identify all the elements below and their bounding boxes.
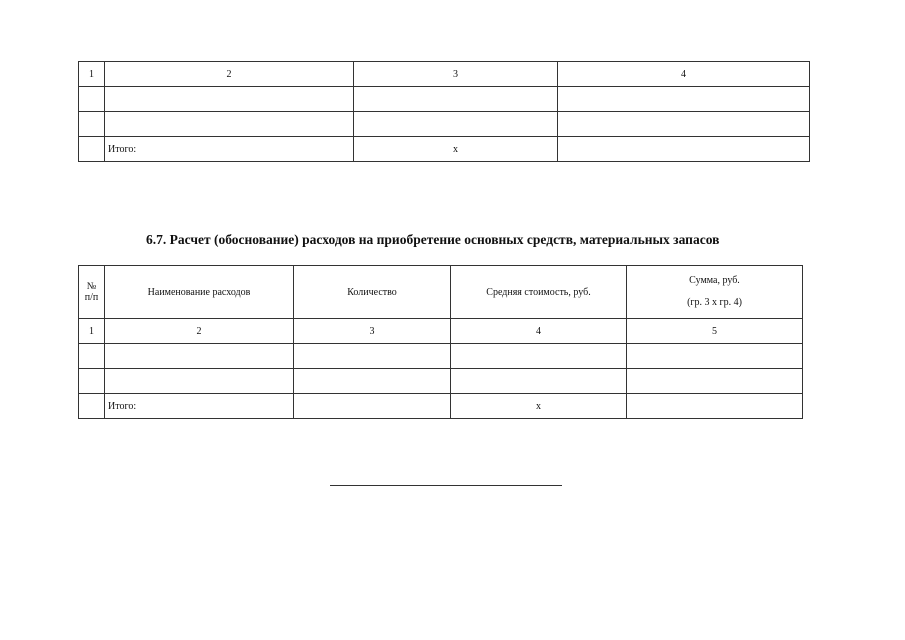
- total-label: Итого:: [105, 394, 294, 419]
- col-number-cell: 2: [105, 319, 294, 344]
- empty-cell: [558, 112, 810, 137]
- table-row: [79, 87, 810, 112]
- col-number-cell: 4: [558, 62, 810, 87]
- table-previous-section: [78, 61, 810, 162]
- signature-line: [330, 485, 562, 486]
- empty-cell: [294, 394, 451, 419]
- col-number-cell: 3: [294, 319, 451, 344]
- empty-cell: [79, 394, 105, 419]
- empty-cell: [79, 112, 105, 137]
- empty-cell: [558, 87, 810, 112]
- table-row-column-numbers: [79, 62, 810, 87]
- table-row: [79, 112, 810, 137]
- col-number-cell: 5: [627, 319, 803, 344]
- header-num: № п/п: [79, 266, 105, 319]
- empty-cell: [627, 394, 803, 419]
- empty-cell: [451, 344, 627, 369]
- header-name: Наименование расходов: [105, 266, 294, 319]
- empty-cell: [105, 87, 354, 112]
- header-sum-line1: Сумма, руб.: [689, 275, 740, 286]
- empty-cell: [79, 87, 105, 112]
- empty-cell: [558, 137, 810, 162]
- empty-cell: [105, 344, 294, 369]
- empty-cell: [451, 369, 627, 394]
- total-x-mark: x: [451, 394, 627, 419]
- section-heading: 6.7. Расчет (обоснование) расходов на приобретение основных средств, материальных запасов: [146, 232, 720, 247]
- table-row-column-numbers: [79, 319, 803, 344]
- table-fixed-assets-expenses: [78, 265, 803, 419]
- empty-cell: [627, 369, 803, 394]
- empty-cell: [354, 87, 558, 112]
- empty-cell: [79, 344, 105, 369]
- empty-cell: [105, 369, 294, 394]
- table-row: [79, 369, 803, 394]
- header-sum: [627, 266, 803, 319]
- col-number-cell: 4: [451, 319, 627, 344]
- total-label: Итого:: [105, 137, 354, 162]
- empty-cell: [294, 369, 451, 394]
- empty-cell: [79, 369, 105, 394]
- table-row-total: [79, 394, 803, 419]
- empty-cell: [354, 112, 558, 137]
- total-x-mark: x: [354, 137, 558, 162]
- empty-cell: [79, 137, 105, 162]
- col-number-cell: 1: [79, 319, 105, 344]
- table-row-total: [79, 137, 810, 162]
- col-number-cell: 3: [354, 62, 558, 87]
- empty-cell: [627, 344, 803, 369]
- header-avg-cost: Средняя стоимость, руб.: [451, 266, 627, 319]
- empty-cell: [105, 112, 354, 137]
- col-number-cell: 2: [105, 62, 354, 87]
- table-row: [79, 344, 803, 369]
- header-quantity: Количество: [294, 266, 451, 319]
- empty-cell: [294, 344, 451, 369]
- col-number-cell: 1: [79, 62, 105, 87]
- table-header-row: [79, 266, 803, 319]
- header-sum-line2: (гр. 3 x гр. 4): [687, 297, 742, 308]
